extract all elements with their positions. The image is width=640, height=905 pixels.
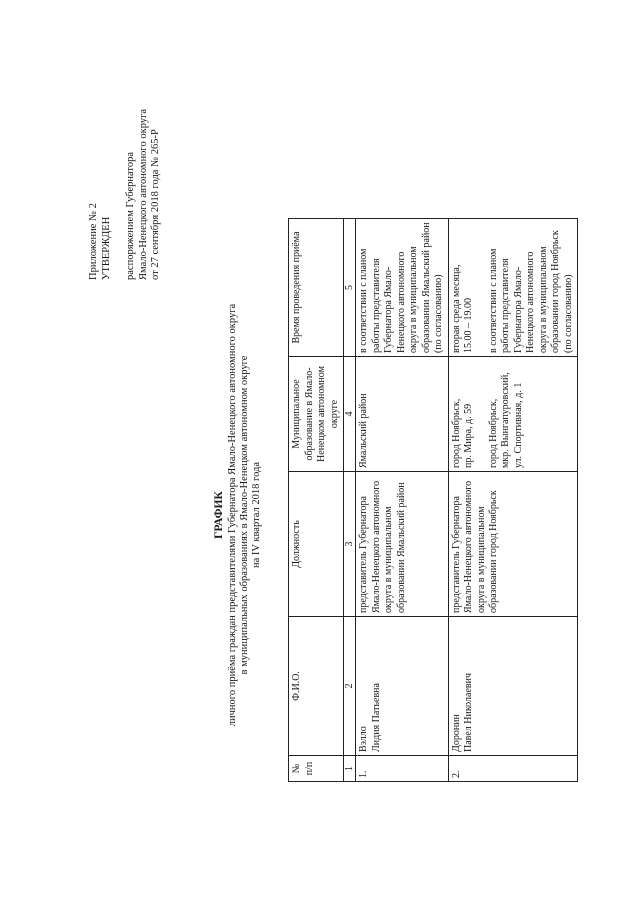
- header-name: Ф.И.О.: [289, 617, 344, 756]
- time-line: 15.00 – 19.00: [463, 298, 474, 353]
- document-title: ГРАФИК: [213, 491, 225, 539]
- municipality-line: город Ноябрьск,: [487, 398, 499, 468]
- time-line: в соответствии с планом работы представителя Губернатора Ямало-Ненецкого автономного округа в муниципальном образовании Ямальский район (по согласованию): [358, 222, 444, 353]
- approval-line: от 27 сентября 2018 года № 265-Р: [150, 129, 161, 280]
- row-number: 1.: [356, 756, 449, 782]
- row-municipality: [356, 357, 449, 472]
- column-number: 4: [344, 357, 356, 472]
- heading: [212, 275, 263, 755]
- surname: Доронин: [450, 714, 462, 752]
- approval-line: распоряжением Губернатора: [125, 152, 136, 280]
- column-number: 1: [344, 756, 356, 782]
- given-names: Павел Николаевич: [463, 672, 474, 752]
- municipality-line: ул. Спортивная, д. 1: [512, 382, 524, 468]
- given-names: Лидия Патьевна: [370, 683, 382, 752]
- row-time: [356, 219, 449, 357]
- column-number: 2: [344, 617, 356, 756]
- header-municipality: Муниципальное образование в Ямало-Ненецком автономном округе: [289, 357, 344, 472]
- municipality-line: Ямальский район: [358, 393, 369, 468]
- header-position: Должность: [289, 472, 344, 617]
- table-header-row: [289, 219, 344, 782]
- row-name: [356, 617, 449, 756]
- row-time: [448, 219, 578, 357]
- subtitle-line: в муниципальных образованиях в Ямало-Ненецком автономном округе: [239, 355, 250, 675]
- approval-line: Ямало-Ненецкого автономного округа: [137, 108, 149, 280]
- row-municipality: [448, 357, 578, 472]
- row-number: 2.: [448, 756, 578, 782]
- column-number: 3: [344, 472, 356, 617]
- table-row: [356, 219, 449, 782]
- header-time: Время проведения приёма: [289, 219, 344, 357]
- schedule-table: [288, 218, 578, 782]
- header-no: № п/п: [289, 756, 344, 782]
- table-row: [448, 219, 578, 782]
- approval-line: УТВЕРЖДЕН: [100, 216, 112, 280]
- surname: Вэлло: [358, 726, 369, 752]
- time-line: вторая среда месяца,: [450, 264, 462, 353]
- subtitle-line: личного приёма граждан представителями Губернатора Ямало-Ненецкого автономного округа: [227, 303, 238, 727]
- row-name: [448, 617, 578, 756]
- column-numbers-row: [344, 219, 356, 782]
- time-line: в соответствии с планом работы представителя Губернатора Ямало-Ненецкого автономного округа в муниципальном образовании город Ноябрьск (по согласованию): [487, 230, 574, 353]
- municipality-line: мкр. Вынгапуровский,: [500, 372, 511, 468]
- approval-block: [88, 109, 163, 280]
- row-position: представитель Губернатора Ямало-Ненецкого автономного округа в муниципальном образовании Ямальский район: [356, 472, 449, 617]
- approval-line: Приложение № 2: [88, 203, 99, 280]
- subtitle-line: на IV квартал 2018 года: [251, 461, 262, 569]
- municipality-line: пр. Мира, д. 59: [463, 403, 474, 468]
- row-position: представитель Губернатора Ямало-Ненецкого автономного округа в муниципальном образовании город Ноябрьск: [448, 472, 578, 617]
- column-number: 5: [344, 219, 356, 357]
- municipality-line: город Ноябрьск,: [450, 398, 462, 468]
